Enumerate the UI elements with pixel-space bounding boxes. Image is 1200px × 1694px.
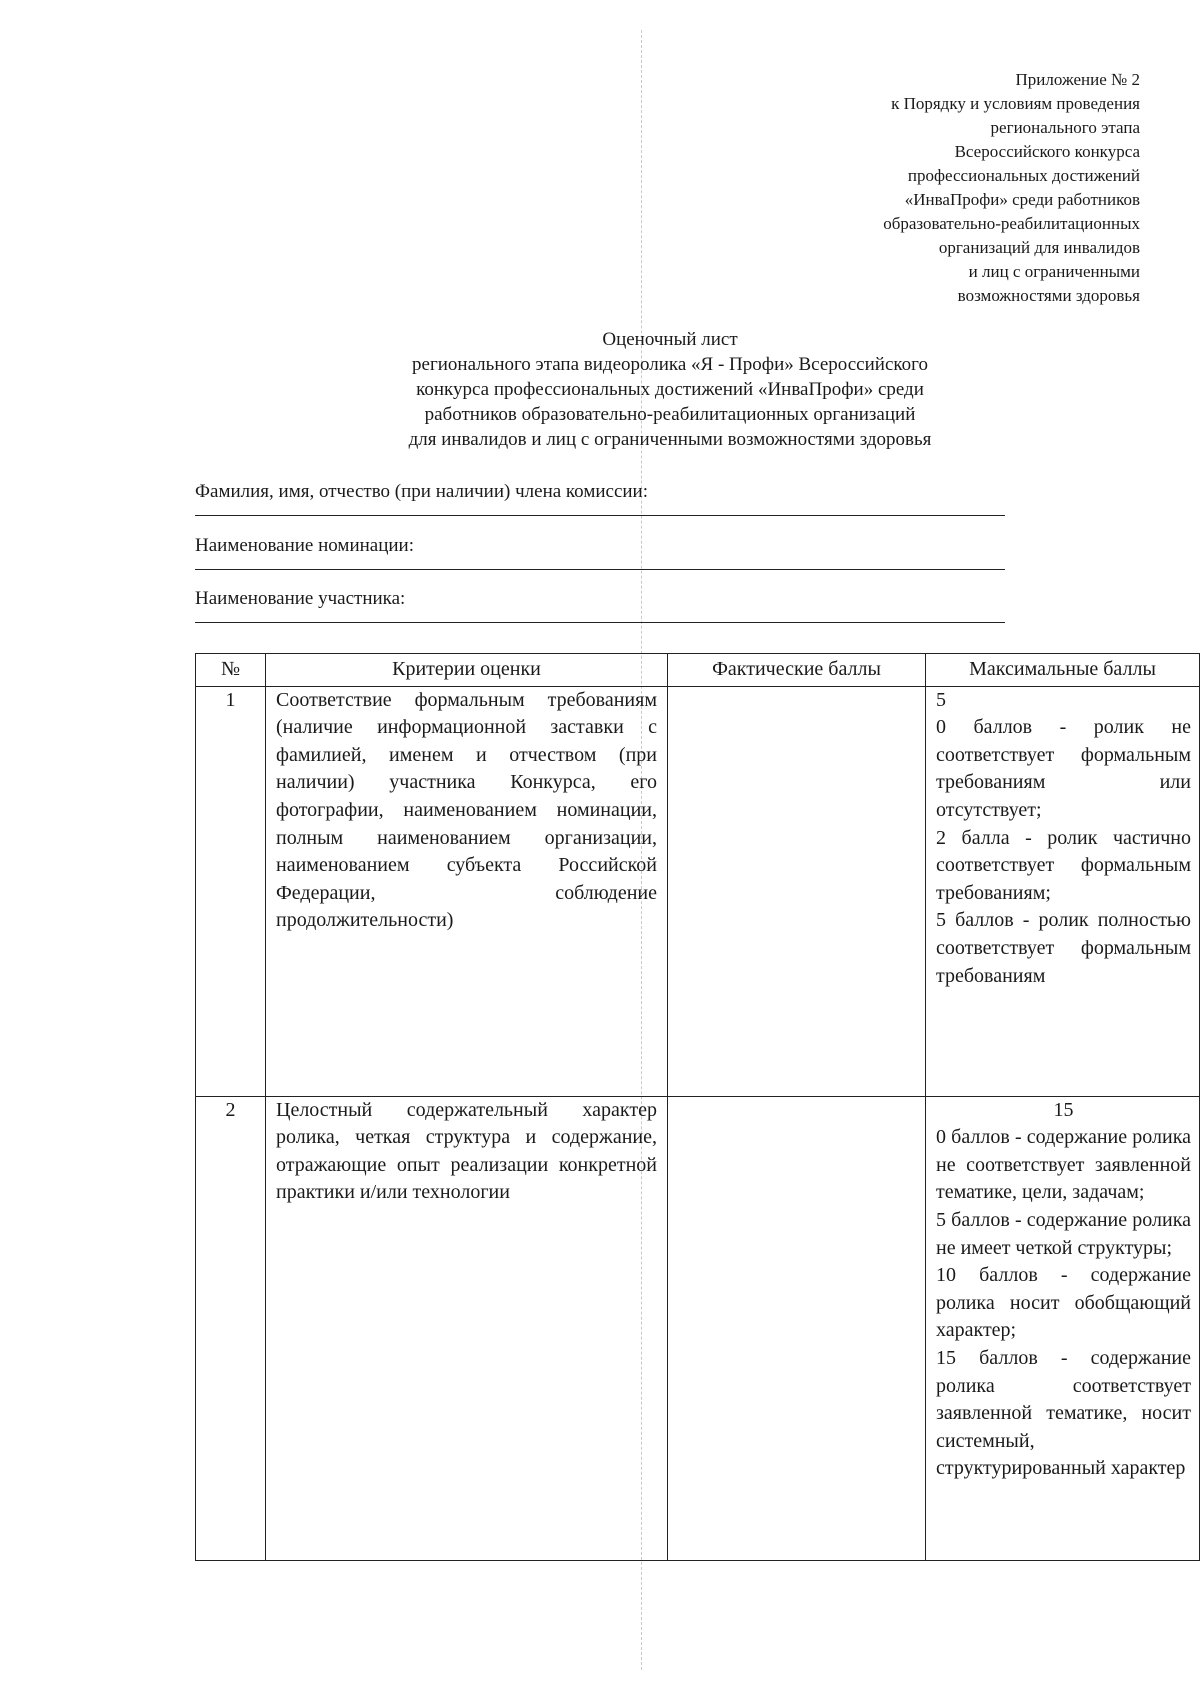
table-row: [196, 686, 1200, 1096]
table-row: [196, 1096, 1200, 1560]
participant-label: Наименование участника:: [195, 588, 406, 609]
commission-member-fill-line[interactable]: [195, 515, 1005, 516]
row-criterion: Целостный содержательный характер ролика, четкая структура и содержание, отражающие опыт реализации конкретной практики и/или технологии: [266, 1096, 668, 1560]
appendix-line: образовательно-реабилитационных: [883, 214, 1140, 233]
appendix-line: к Порядку и условиям проведения: [891, 94, 1140, 113]
appendix-line: организаций для инвалидов: [938, 238, 1140, 257]
max-score-total: 15: [1053, 1098, 1074, 1121]
max-score-line: 5 баллов - ролик полностью соответствует формальным требованиям: [936, 909, 1191, 987]
appendix-line: и лиц с ограниченными: [968, 262, 1140, 281]
appendix-line: профессиональных достижений: [907, 166, 1140, 185]
participant-field: [195, 587, 1005, 623]
max-score-line: 2 балла - ролик частично соответствует формальным требованиям;: [936, 826, 1191, 904]
header-actual-score: Фактические баллы: [668, 654, 926, 687]
table-header-row: [196, 654, 1200, 687]
participant-fill-line[interactable]: [195, 622, 1005, 623]
max-score-total: 5: [936, 688, 946, 711]
appendix-line: «ИнваПрофи» среди работников: [904, 190, 1140, 209]
nomination-label: Наименование номинации:: [195, 535, 415, 556]
title-line: конкурса профессиональных достижений «ИнваПрофи» среди: [416, 379, 924, 400]
max-score-line: 5 баллов - содержание ролика не имеет четкой структуры;: [936, 1208, 1191, 1259]
appendix-header: [620, 68, 1140, 308]
row-number: 1: [196, 686, 266, 1096]
commission-member-field: [195, 480, 1005, 516]
max-score-cell: [926, 686, 1200, 1096]
max-score-cell: [926, 1096, 1200, 1560]
appendix-line: Приложение № 2: [1015, 70, 1140, 89]
header-criteria: Критерии оценки: [266, 654, 668, 687]
document-title: [300, 327, 1040, 452]
max-score-line: 0 баллов - ролик не соответствует формальным требованиям или отсутствует;: [936, 716, 1191, 821]
header-max-score: Максимальные баллы: [926, 654, 1200, 687]
appendix-line: регионального этапа: [990, 118, 1140, 137]
actual-score-cell[interactable]: [668, 686, 926, 1096]
nomination-field: [195, 534, 1005, 570]
title-line: регионального этапа видеоролика «Я - Профи» Всероссийского: [412, 354, 928, 375]
evaluation-table: [195, 653, 1200, 1561]
max-score-line: 15 баллов - содержание ролика соответствует заявленной тематике, носит системный, структурированный характер: [936, 1346, 1191, 1480]
nomination-fill-line[interactable]: [195, 569, 1005, 570]
header-number: №: [196, 654, 266, 687]
max-score-line: 0 баллов - содержание ролика не соответствует заявленной тематике, цели, задачам;: [936, 1126, 1191, 1204]
appendix-line: Всероссийского конкурса: [954, 142, 1140, 161]
row-number: 2: [196, 1096, 266, 1560]
max-score-line: 10 баллов - содержание ролика носит обобщающий характер;: [936, 1264, 1191, 1342]
title-line: Оценочный лист: [602, 329, 738, 350]
title-line: для инвалидов и лиц с ограниченными возможностями здоровья: [408, 429, 932, 450]
appendix-line: возможностями здоровья: [957, 286, 1140, 305]
title-line: работников образовательно-реабилитационных организаций: [424, 404, 916, 425]
actual-score-cell[interactable]: [668, 1096, 926, 1560]
commission-member-label: Фамилия, имя, отчество (при наличии) члена комиссии:: [195, 481, 648, 502]
row-criterion: Соответствие формальным требованиям (наличие информационной заставки с фамилией, именем и отчеством (при наличии) участника Конкурса, его фотографии, наименованием номинации, полным наименованием организации, наименованием субъекта Российской Федерации, соблюдение продолжительности): [266, 686, 668, 1096]
